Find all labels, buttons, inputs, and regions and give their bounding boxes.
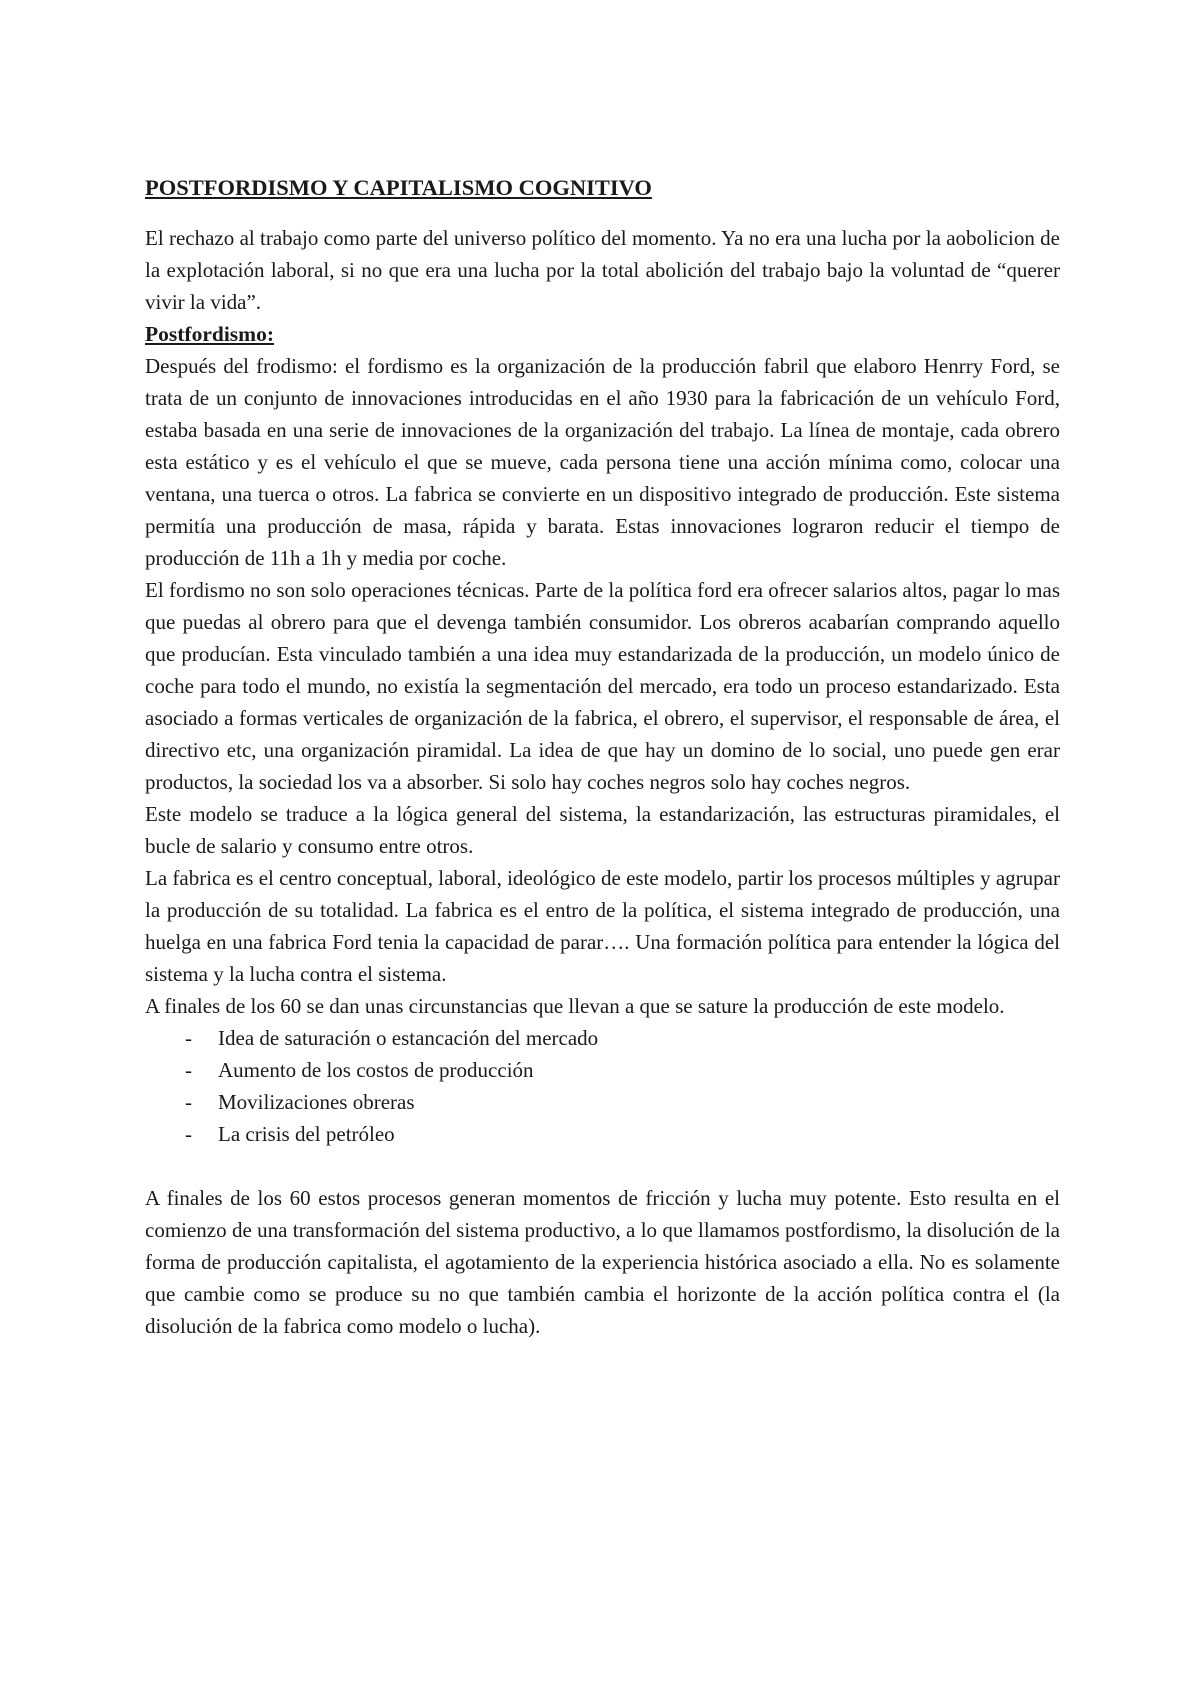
section-heading: Postfordismo: (145, 322, 274, 346)
list-item (145, 1086, 1060, 1118)
list-item-text: La crisis del petróleo (218, 1122, 395, 1146)
list-item-text: Idea de saturación o estancación del mercado (218, 1026, 599, 1050)
body-paragraph: La fabrica es el centro conceptual, laboral, ideológico de este modelo, partir los procesos múltiples y agrupar la producción de su totalidad. La fabrica es el entro de la política, el sistema integrado de producción, una huelga en una fabrica Ford tenia la capacidad de parar…. Una formación política para entender la lógica del sistema y la lucha contra el sistema. (145, 866, 1060, 986)
body-paragraph: Este modelo se traduce a la lógica general del sistema, la estandarización, las estructuras piramidales, el bucle de salario y consumo entre otros. (145, 802, 1060, 858)
document-title: POSTFORDISMO Y CAPITALISMO COGNITIVO (145, 175, 652, 200)
list-marker: - (185, 1090, 192, 1114)
bullet-list (145, 1022, 1060, 1150)
body-paragraph: El fordismo no son solo operaciones técnicas. Parte de la política ford era ofrecer salarios altos, pagar lo mas que puedas al obrero para que el devenga también consumidor. Los obreros acabarían comprando aquello que producían. Esta vinculado también a una idea muy estandarizada de la producción, un modelo único de coche para todo el mundo, no existía la segmentación del mercado, era todo un proceso estandarizado. Esta asociado a formas verticales de organización de la fabrica, el obrero, el supervisor, el responsable de área, el directivo etc, una organización piramidal. La idea de que hay un domino de lo social, uno puede gen erar productos, la sociedad los va a absorber. Si solo hay coches negros solo hay coches negros. (145, 578, 1060, 794)
body-paragraph: Después del frodismo: el fordismo es la organización de la producción fabril que elaboro Henrry Ford, se trata de un conjunto de innovaciones introducidas en el año 1930 para la fabricación de un vehículo Ford, estaba basada en una serie de innovaciones de la organización del trabajo. La línea de montaje, cada obrero esta estático y es el vehículo el que se mueve, cada persona tiene una acción mínima como, colocar una ventana, una tuerca o otros. La fabrica se convierte en un dispositivo integrado de producción. Este sistema permitía una producción de masa, rápida y barata. Estas innovaciones lograron reducir el tiempo de producción de 11h a 1h y media por coche. (145, 354, 1060, 570)
closing-paragraph: A finales de los 60 estos procesos generan momentos de fricción y lucha muy potente. Esto resulta en el comienzo de una transformación del sistema productivo, a lo que llamamos postfordismo, la disolución de la forma de producción capitalista, el agotamiento de la experiencia histórica asociado a ella. No es solamente que cambie como se produce su no que también cambia el horizonte de la acción política contra el (la disolución de la fabrica como modelo o lucha). (145, 1186, 1060, 1338)
list-marker: - (185, 1026, 192, 1050)
list-item (145, 1054, 1060, 1086)
blank-line (145, 1150, 1060, 1182)
list-marker: - (185, 1058, 192, 1082)
body-paragraph: A finales de los 60 se dan unas circunstancias que llevan a que se sature la producción de este modelo. (145, 994, 1005, 1018)
list-item-text: Aumento de los costos de producción (218, 1058, 534, 1082)
list-marker: - (185, 1122, 192, 1146)
list-item (145, 1022, 1060, 1054)
intro-paragraph: El rechazo al trabajo como parte del universo político del momento. Ya no era una lucha por la aobolicion de la explotación laboral, si no que era una lucha por la total abolición del trabajo bajo la voluntad de “querer vivir la vida”. (145, 226, 1060, 314)
list-item (145, 1118, 1060, 1150)
list-item-text: Movilizaciones obreras (218, 1090, 415, 1114)
